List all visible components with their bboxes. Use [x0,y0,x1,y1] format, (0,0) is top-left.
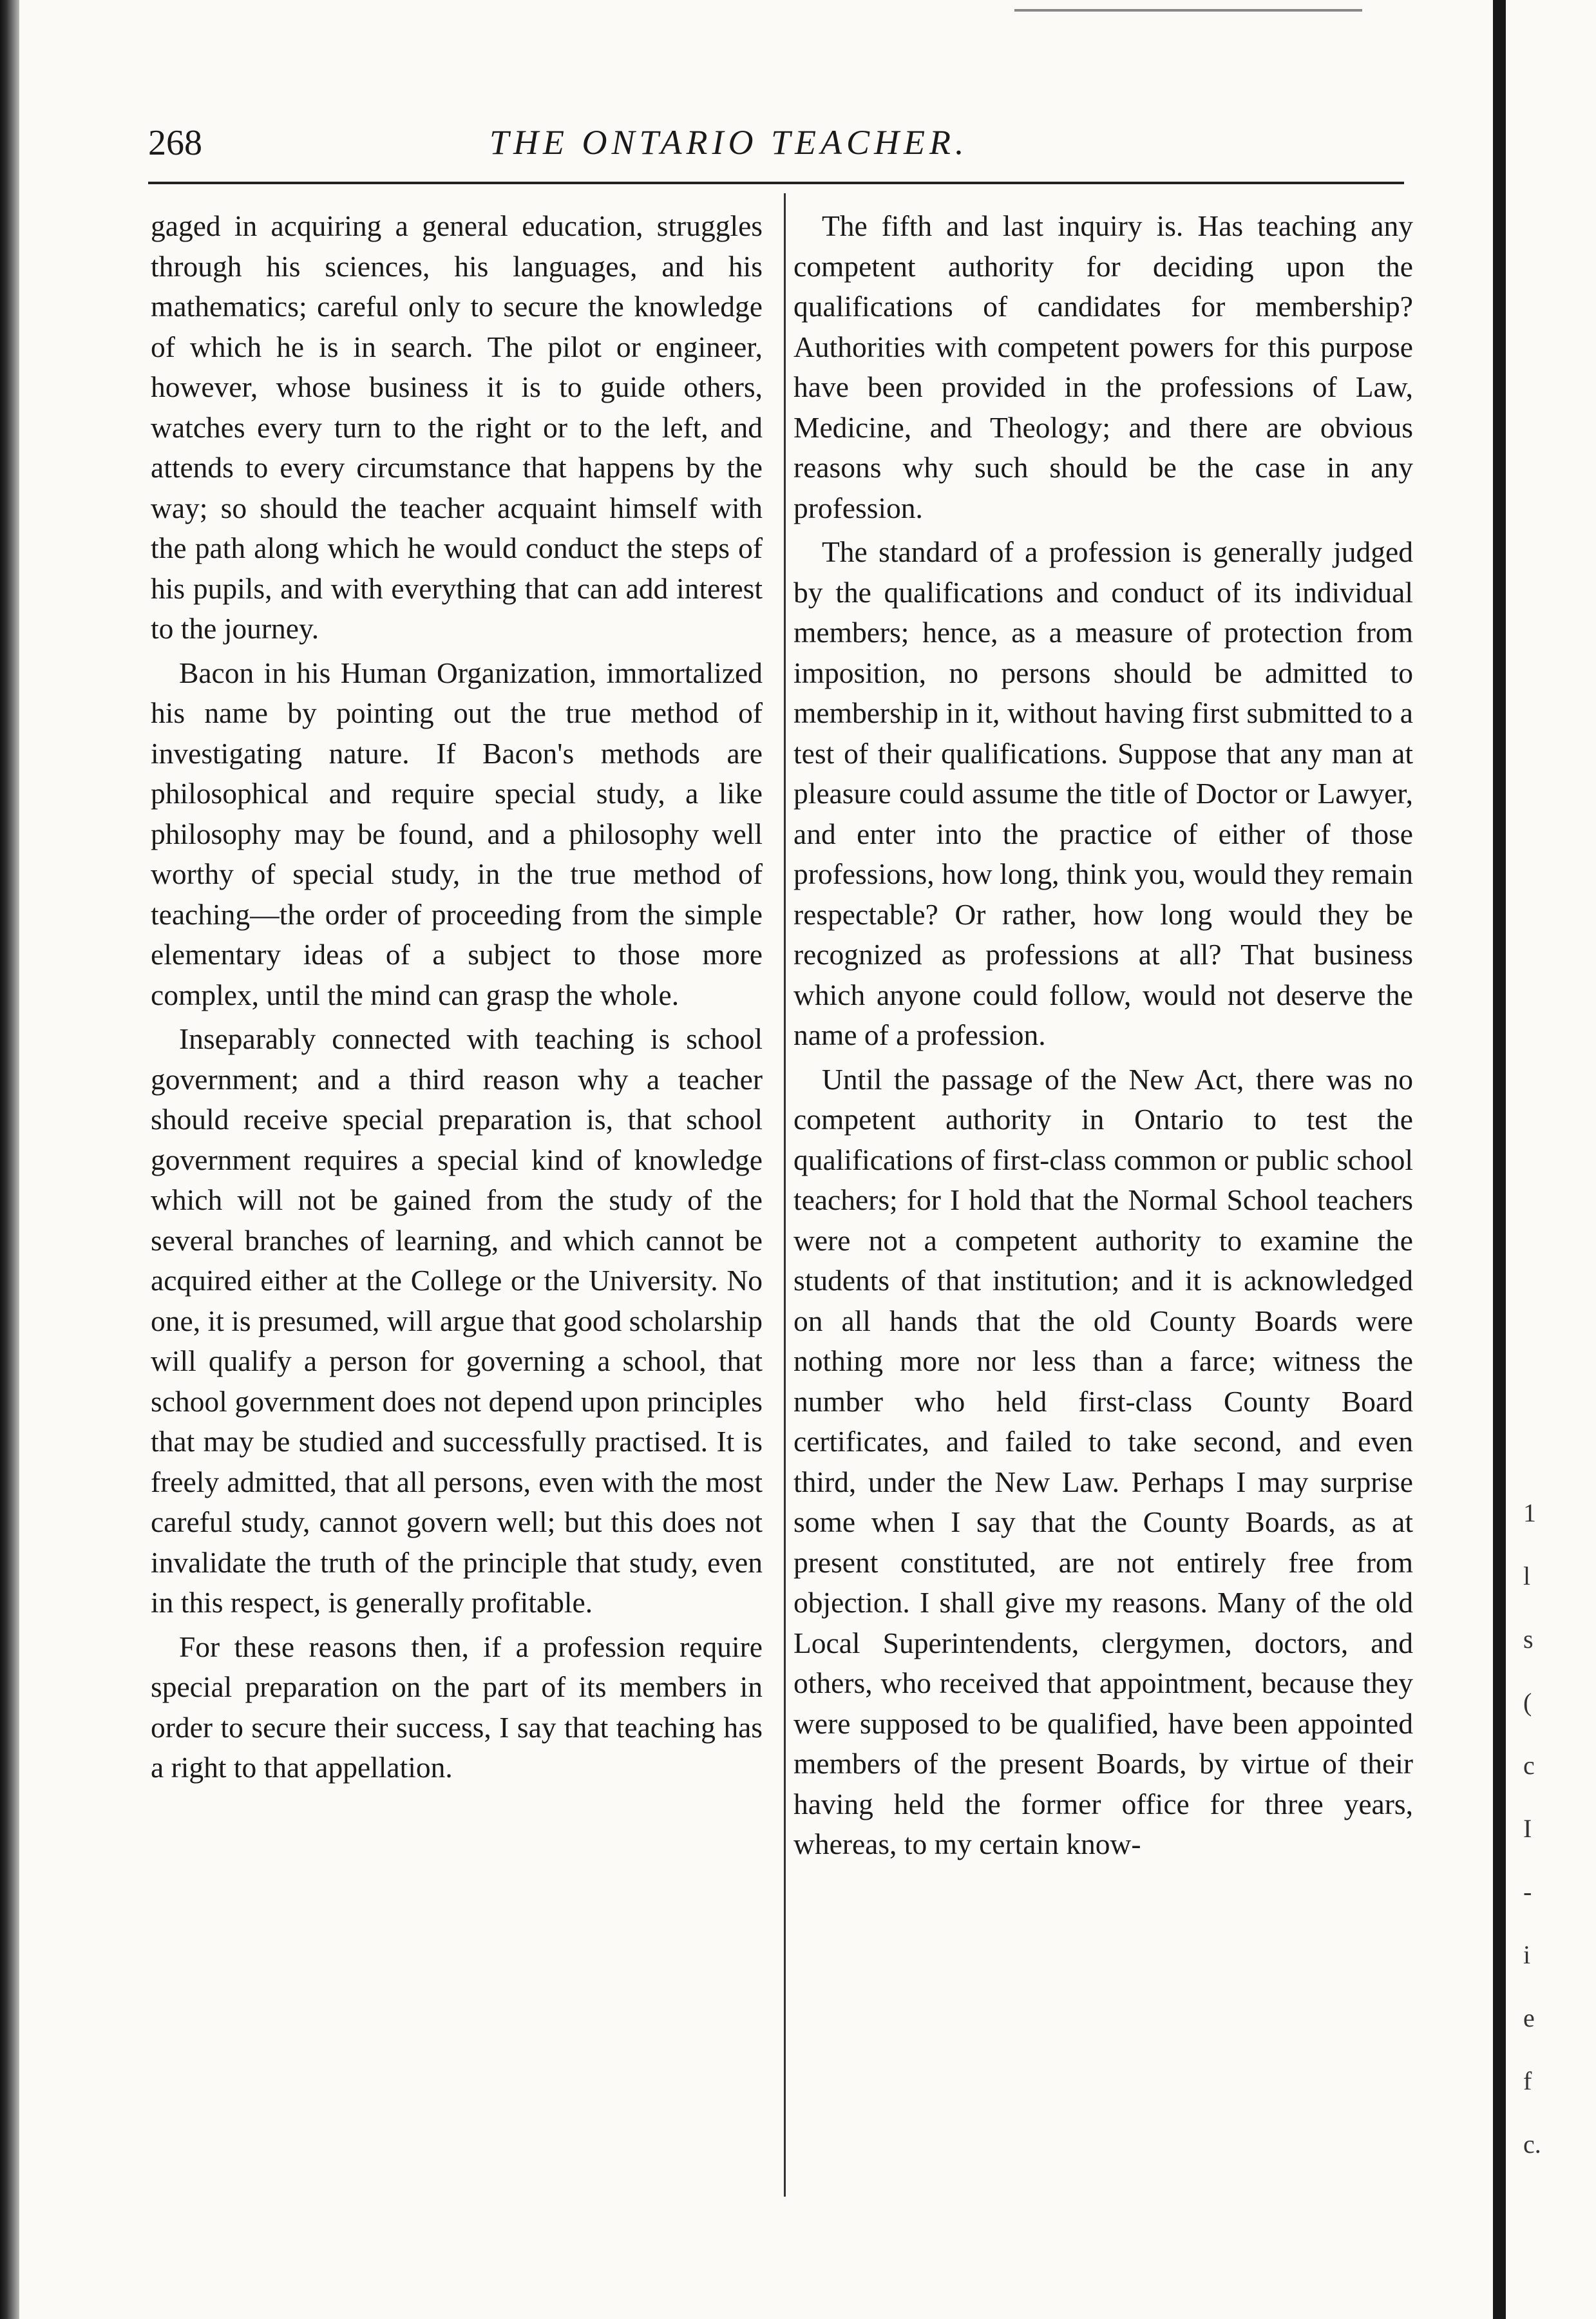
book-binding-edge [0,0,19,2319]
margin-fragment: s [1523,1625,1534,1654]
column-divider [784,193,786,2197]
paragraph: Inseparably connected with teaching is school government; and a third reason why a teacher should receive special preparation is, that school government requires a special kind of knowledge which will not be gained from the study of the several branches of learning, and which cannot be acquired either at the College or the University. No one, it is presumed, will argue that good scholarship will qualify a person for governing a school, that school government does not depend upon principles that may be studied and successfully practised. It is freely admitted, that all persons, even with the most careful study, cannot govern well; but this does not invalidate the truth of the principle that study, even in this respect, is generally profitable. [151,1022,763,1619]
header-rule [148,182,1404,184]
page-header [129,110,1391,167]
paragraph: Until the passage of the New Act, there was no competent authority in Ontario to test the qualifications of first-class common or public school teachers; for I hold that the Normal School teachers were not a competent authority to examine the students of that institution; and it is acknowledged on all hands that the old County Boards were nothing more nor less than a farce; witness the number who held first-class County Board certificates, and failed to take second, and even third, under the New Law. Perhaps I may surprise some when I say that the County Boards, as at present constituted, are not entirely free from objection. I shall give my reasons. Many of the old Local Superintendents, clergymen, doctors, and others, who received that appointment, because they were supposed to be qualified, have been appointed members of the present Boards, by virtue of their having held the former office for three years, whereas, to my certain know- [793,1062,1413,1860]
page-number: 268 [148,123,202,163]
margin-fragment: 1 [1523,1498,1536,1527]
margin-fragment: f [1523,2066,1532,2095]
right-column [793,206,1413,1865]
margin-fragment: c [1523,1751,1535,1780]
margin-fragment: i [1523,1940,1531,1969]
top-scan-mark [1014,9,1362,12]
journal-title: THE ONTARIO TEACHER. [489,123,969,162]
margin-fragment: c. [1523,2130,1541,2159]
page-fore-edge [1493,0,1506,2319]
margin-fragment: ( [1523,1688,1532,1717]
margin-fragment: I [1523,1814,1532,1843]
margin-fragment: - [1523,1877,1532,1906]
paragraph: gaged in acquiring a general education, struggles through his sciences, his languages, and his mathematics; careful only to secure the knowledge of which he is in search. The pilot or engineer, however, whose business it is to guide others, watches every turn to the right or to the left, and attends to every circumstance that happens by the way; so should the teacher acquaint himself with the path along which he would conduct the steps of his pupils, and with everything that can add interest to the journey. [151,209,763,645]
paragraph: The fifth and last inquiry is. Has teaching any competent authority for deciding upon the qualifications of candidates for membership? Authorities with competent powers for this purpose have been provided in the professions of Law, Medicine, and Theology; and there are obvious reasons why such should be the case in any profession. [793,209,1413,524]
margin-fragment: l [1523,1561,1531,1590]
left-column [151,206,763,1788]
paragraph: Bacon in his Human Organization, immortalized his name by pointing out the true method of investigating nature. If Bacon's methods are philosophical and require special study, a like philosophy may be found, and a philosophy well worthy of special study, in the true method of teaching—the order of proceeding from the simple elementary ideas of a subject to those more complex, until the mind can grasp the whole. [151,656,763,1011]
paragraph: For these reasons then, if a profession require special preparation on the part of its members in order to secure their success, I say that teaching has a right to that appellation. [151,1630,763,1784]
adjacent-page-fragments [1523,1482,1596,2222]
margin-fragment: e [1523,2003,1535,2032]
paragraph: The standard of a profession is generally judged by the qualifications and conduct of its individual members; hence, as a measure of protection from imposition, no persons should be admitted to membership in it, without having first submitted to a test of their qualifications. Suppose that any man at pleasure could assume the title of Doctor or Lawyer, and enter into the practice of either of those professions, how long, think you, would they remain respectable? Or rather, how long would they be recognized as professions at all? That business which anyone could follow, would not deserve the name of a profession. [793,535,1413,1051]
